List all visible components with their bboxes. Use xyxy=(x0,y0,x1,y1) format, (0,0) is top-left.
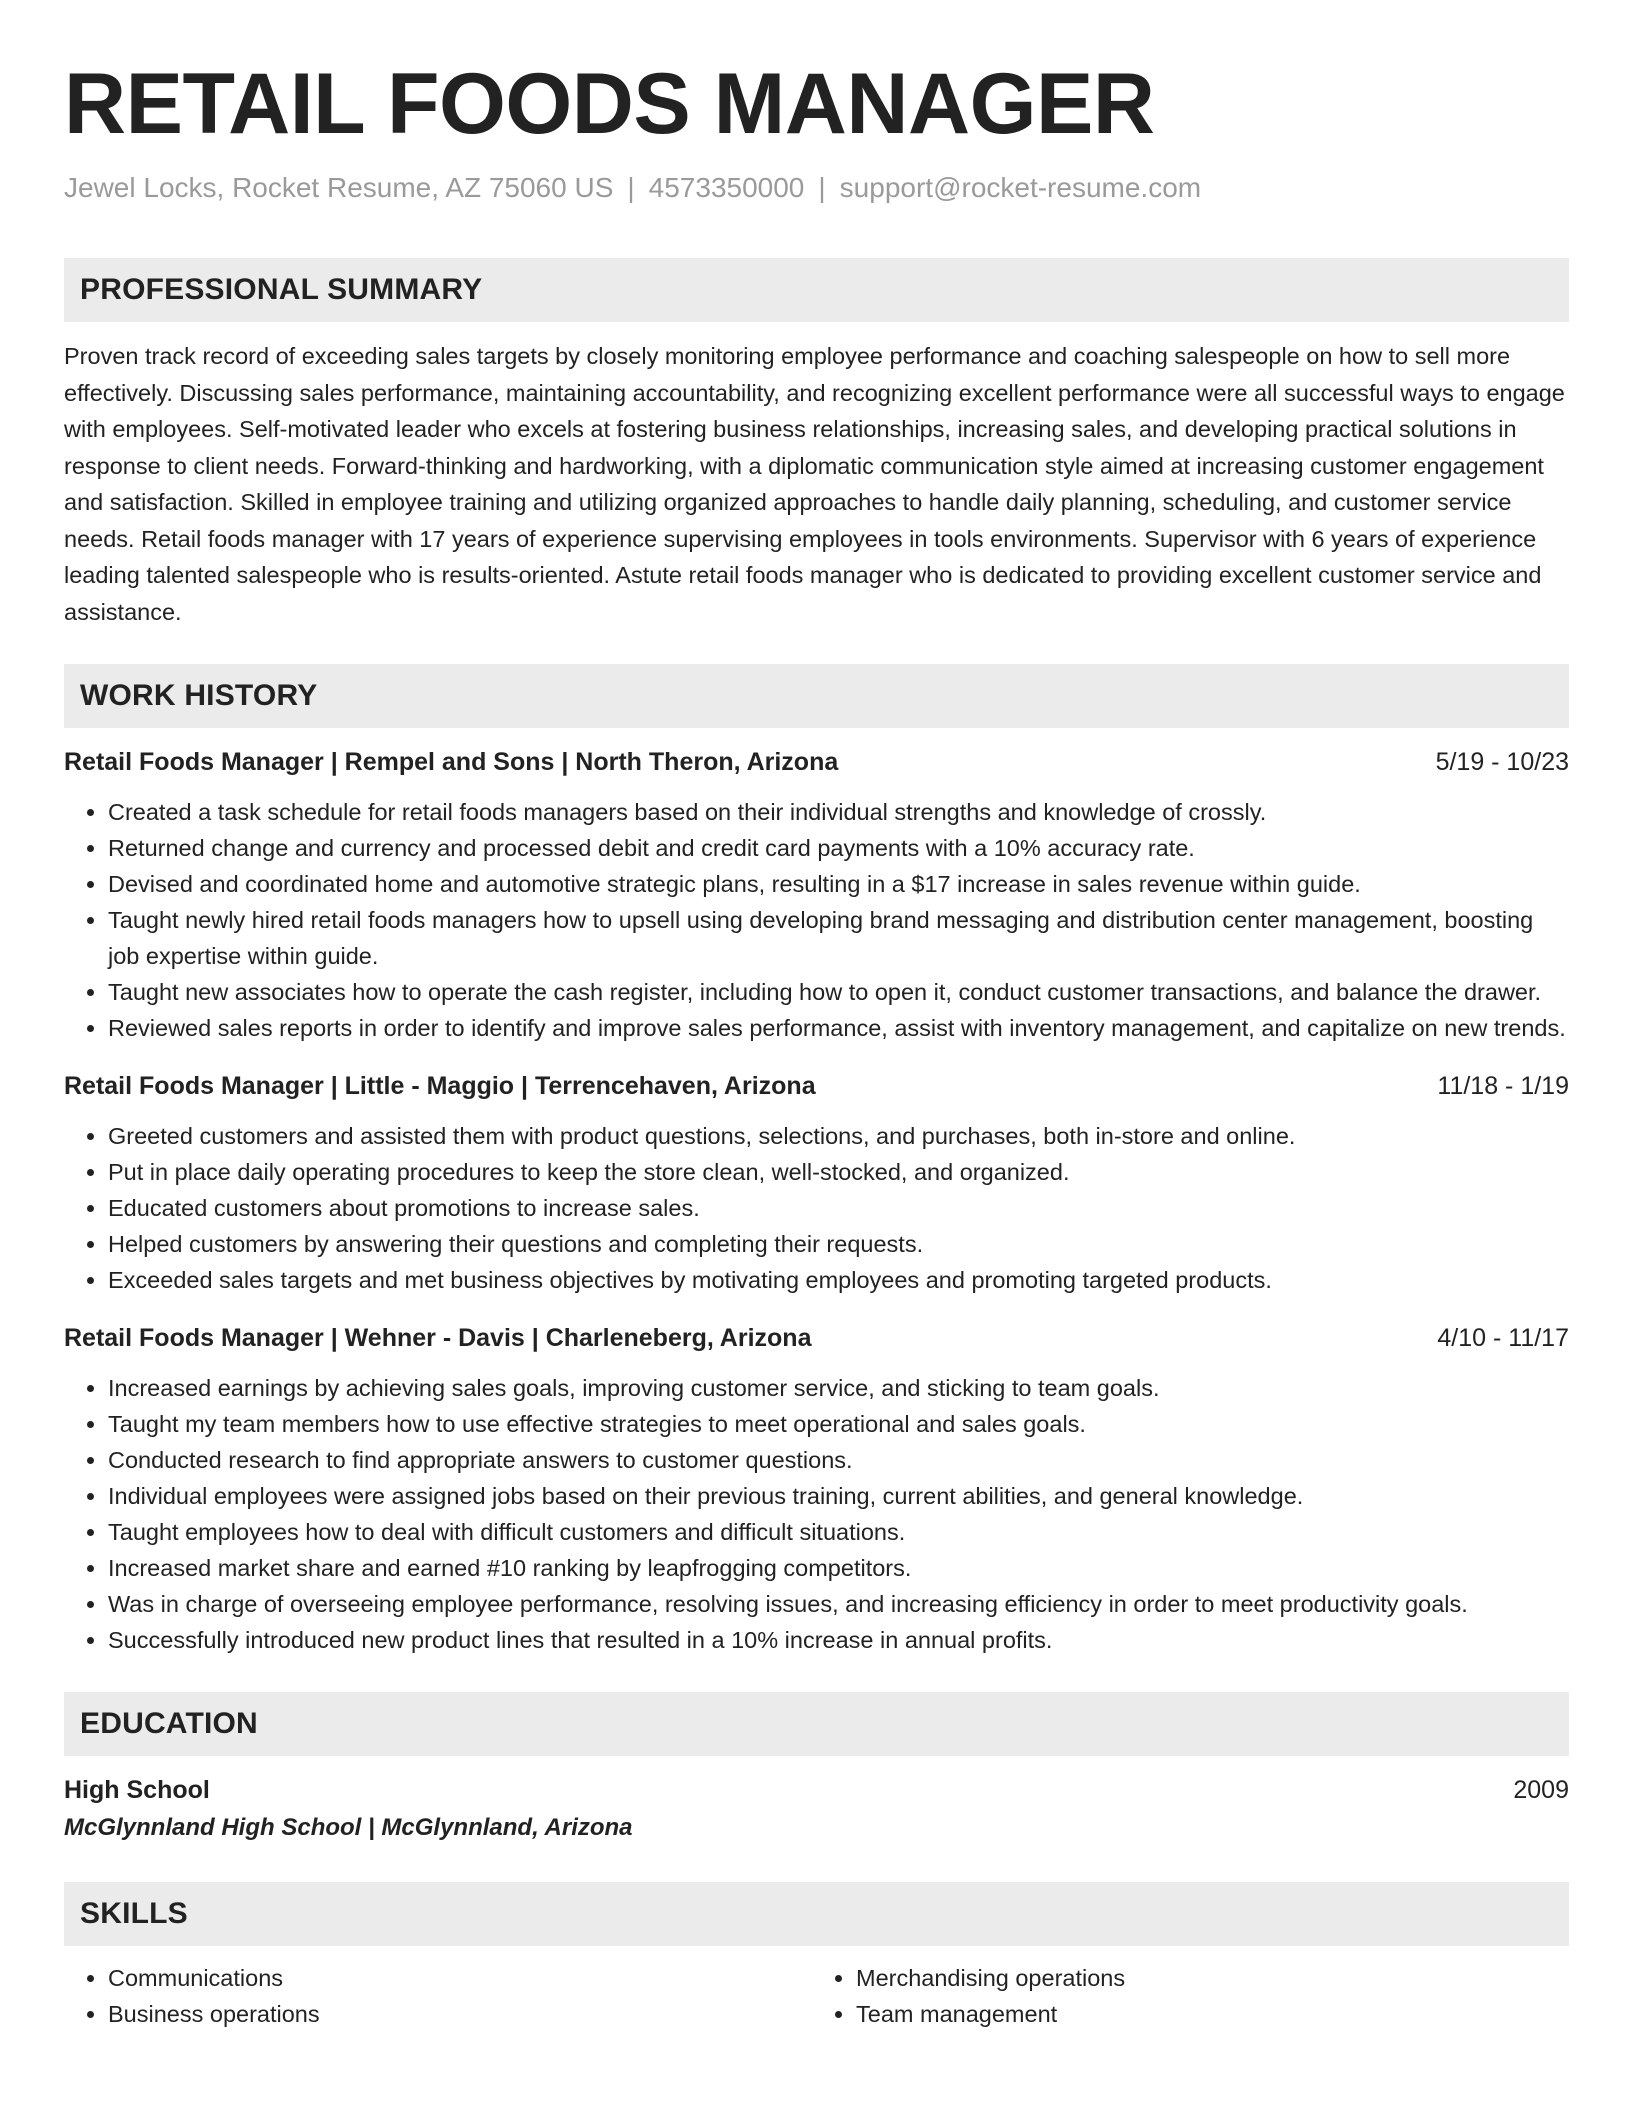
job-bullet: • Educated customers about promotions to increase sales. xyxy=(108,1190,1569,1226)
skills-column-1 xyxy=(64,1960,808,2032)
job-title: Retail Foods Manager | Wehner - Davis | Charleneberg, Arizona xyxy=(64,1324,812,1352)
skill-item: • Team management xyxy=(856,1996,1556,2032)
job-dates: 11/18 - 1/19 xyxy=(1437,1072,1569,1100)
job-title: Retail Foods Manager | Rempel and Sons | North Theron, Arizona xyxy=(64,748,839,776)
job-bullet: • Created a task schedule for retail foods managers based on their individual strengths and knowledge of crossly. xyxy=(108,794,1569,830)
job-bullet: • Taught newly hired retail foods managers how to upsell using developing brand messaging and distribution center management, boosting job expertise within guide. xyxy=(108,902,1569,974)
education-school: McGlynnland High School | McGlynnland, Arizona xyxy=(64,1814,633,1841)
job-bullet: • Increased earnings by achieving sales goals, improving customer service, and sticking to team goals. xyxy=(108,1370,1569,1406)
job-bullet: • Conducted research to find appropriate answers to customer questions. xyxy=(108,1442,1569,1478)
job-bullet: • Helped customers by answering their questions and completing their requests. xyxy=(108,1226,1569,1262)
job-header xyxy=(64,1320,1569,1356)
job-bullet: • Taught new associates how to operate the cash register, including how to open it, conduct customer transactions, and balance the drawer. xyxy=(108,974,1569,1010)
contact-address: Jewel Locks, Rocket Resume, AZ 75060 US xyxy=(64,172,614,203)
skills-column-2 xyxy=(808,1960,1556,2032)
skill-item: • Communications xyxy=(108,1960,808,1996)
job-bullets xyxy=(64,1118,1569,1298)
job-bullet: • Successfully introduced new product lines that resulted in a 10% increase in annual profits. xyxy=(108,1622,1569,1658)
job-bullet: • Taught my team members how to use effective strategies to meet operational and sales goals. xyxy=(108,1406,1569,1442)
job-entry xyxy=(64,744,1569,1046)
contact-separator: | xyxy=(627,172,635,203)
section-header-summary: PROFESSIONAL SUMMARY xyxy=(64,258,1569,322)
candidate-name: RETAIL FOODS MANAGER xyxy=(64,56,1155,152)
job-bullet: • Greeted customers and assisted them with product questions, selections, and purchases, both in-store and online. xyxy=(108,1118,1569,1154)
job-header xyxy=(64,744,1569,780)
education-degree: High School xyxy=(64,1776,210,1804)
section-header-work-history: WORK HISTORY xyxy=(64,664,1569,728)
contact-separator: | xyxy=(818,172,826,203)
skills-list xyxy=(64,1960,1569,2032)
job-dates: 4/10 - 11/17 xyxy=(1437,1324,1569,1352)
job-header xyxy=(64,1068,1569,1104)
contact-line xyxy=(64,170,1569,206)
education-header xyxy=(64,1772,1569,1808)
job-bullet: • Devised and coordinated home and automotive strategic plans, resulting in a $17 increase in sales revenue within guide. xyxy=(108,866,1569,902)
job-bullets xyxy=(64,794,1569,1046)
contact-phone: 4573350000 xyxy=(648,172,805,203)
job-entry xyxy=(64,1320,1569,1658)
job-title: Retail Foods Manager | Little - Maggio | Terrencehaven, Arizona xyxy=(64,1072,816,1100)
education-year: 2009 xyxy=(1513,1776,1569,1804)
resume-page xyxy=(64,0,1569,2032)
job-entry xyxy=(64,1068,1569,1298)
skill-item: • Business operations xyxy=(108,1996,808,2032)
contact-email: support@rocket-resume.com xyxy=(839,172,1202,203)
job-dates: 5/19 - 10/23 xyxy=(1435,748,1569,776)
job-bullet: • Increased market share and earned #10 ranking by leapfrogging competitors. xyxy=(108,1550,1569,1586)
section-header-education: EDUCATION xyxy=(64,1692,1569,1756)
skill-item: • Merchandising operations xyxy=(856,1960,1556,1996)
job-bullets xyxy=(64,1370,1569,1658)
job-bullet: • Individual employees were assigned jobs based on their previous training, current abilities, and general knowledge. xyxy=(108,1478,1569,1514)
job-bullet: • Taught employees how to deal with difficult customers and difficult situations. xyxy=(108,1514,1569,1550)
job-bullet: • Exceeded sales targets and met business objectives by motivating employees and promoting targeted products. xyxy=(108,1262,1569,1298)
job-bullet: • Returned change and currency and processed debit and credit card payments with a 10% accuracy rate. xyxy=(108,830,1569,866)
summary-text: Proven track record of exceeding sales targets by closely monitoring employee performance and coaching salespeople on how to sell more effectively. Discussing sales performance, maintaining accountability, and recognizing excellent performance were all successful ways to engage with employees. Self-motivated leader who excels at fostering business relationships, increasing sales, and developing practical solutions in response to client needs. Forward-thinking and hardworking, with a diplomatic communication style aimed at increasing customer engagement and satisfaction. Skilled in employee training and utilizing organized approaches to handle daily planning, scheduling, and customer service needs. Retail foods manager with 17 years of experience supervising employees in tools environments. Supervisor with 6 years of experience leading talented salespeople who is results-oriented. Astute retail foods manager who is dedicated to providing excellent customer service and assistance. xyxy=(64,343,1565,625)
job-bullet: • Was in charge of overseeing employee performance, resolving issues, and increasing efficiency in order to meet productivity goals. xyxy=(108,1586,1569,1622)
job-bullet: • Reviewed sales reports in order to identify and improve sales performance, assist with inventory management, and capitalize on new trends. xyxy=(108,1010,1569,1046)
job-bullet: • Put in place daily operating procedures to keep the store clean, well-stocked, and organized. xyxy=(108,1154,1569,1190)
section-header-skills: SKILLS xyxy=(64,1882,1569,1946)
